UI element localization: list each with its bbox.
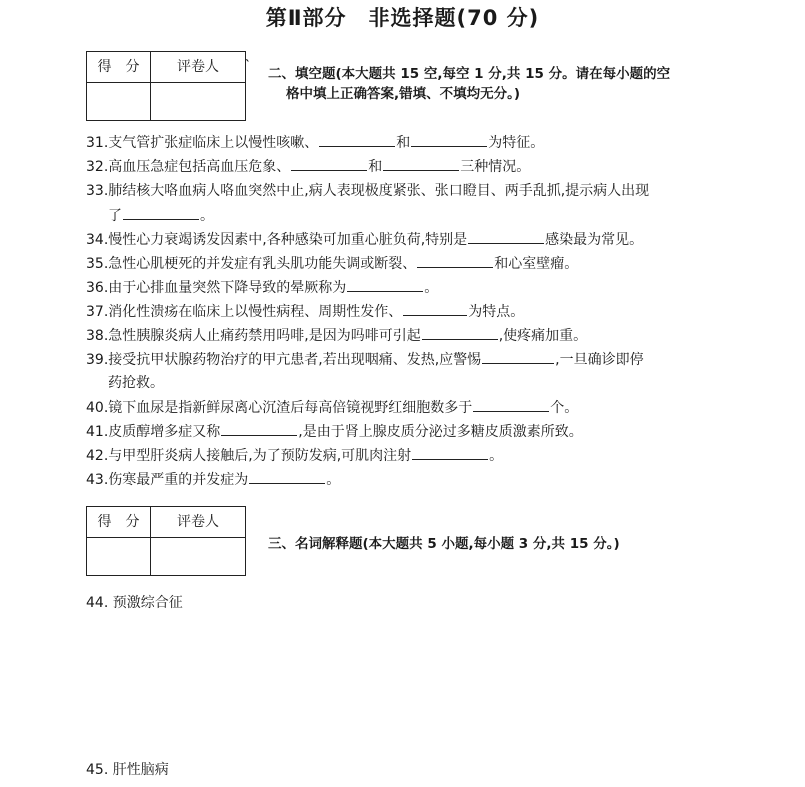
- section2-heading-line1: 二、填空题(本大题共 15 空,每空 1 分,共 15 分。请在每小题的空: [268, 66, 671, 82]
- answer-blank[interactable]: [417, 254, 493, 268]
- answer-blank[interactable]: [473, 398, 549, 412]
- answer-blank[interactable]: [221, 422, 297, 436]
- pen-mark: `: [245, 58, 251, 72]
- grader-cell[interactable]: [151, 538, 245, 575]
- score-cell[interactable]: [87, 538, 151, 575]
- page-title: 第Ⅱ部分 非选择题(70 分): [265, 6, 540, 30]
- question-35: 35.急性心肌梗死的并发症有乳头肌功能失调或断裂、 和心室壁瘤。: [86, 256, 579, 272]
- grader-header: 评卷人: [151, 507, 245, 538]
- answer-blank[interactable]: [468, 230, 544, 244]
- question-37: 37.消化性溃疡在临床上以慢性病程、周期性发作、 为特点。: [86, 304, 525, 320]
- question-45: 45. 肝性脑病: [86, 762, 169, 778]
- question-40: 40.镜下血尿是指新鲜尿离心沉渣后每高倍镜视野红细胞数多于 个。: [86, 400, 579, 416]
- answer-blank[interactable]: [383, 157, 459, 171]
- answer-blank[interactable]: [482, 350, 554, 364]
- answer-blank[interactable]: [123, 206, 199, 220]
- answer-blank[interactable]: [319, 133, 395, 147]
- grader-cell[interactable]: [151, 83, 245, 120]
- question-36: 36.由于心排血量突然下降导致的晕厥称为 。: [86, 280, 439, 296]
- question-33-cont: 了 。: [108, 208, 214, 224]
- grader-header: 评卷人: [151, 52, 245, 83]
- answer-blank[interactable]: [249, 470, 325, 484]
- score-table-section2: [86, 51, 246, 121]
- question-34: 34.慢性心力衰竭诱发因素中,各种感染可加重心脏负荷,特别是 感染最为常见。: [86, 232, 644, 248]
- question-31: 31.支气管扩张症临床上以慢性咳嗽、 和 为特征。: [86, 135, 545, 151]
- section3-heading: 三、名词解释题(本大题共 5 小题,每小题 3 分,共 15 分。): [268, 536, 620, 552]
- question-33: 33.肺结核大咯血病人咯血突然中止,病人表现极度紧张、张口瞪目、两手乱抓,提示病人出现: [86, 183, 650, 199]
- section2-heading-line2: 格中填上正确答案,错填、不填均无分。): [286, 86, 521, 102]
- answer-blank[interactable]: [422, 326, 498, 340]
- score-cell[interactable]: [87, 83, 151, 120]
- score-table-section3: [86, 506, 246, 576]
- question-42: 42.与甲型肝炎病人接触后,为了预防发病,可肌肉注射 。: [86, 448, 504, 464]
- question-38: 38.急性胰腺炎病人止痛药禁用吗啡,是因为吗啡可引起 ,使疼痛加重。: [86, 328, 588, 344]
- answer-blank[interactable]: [291, 157, 367, 171]
- question-44: 44. 预激综合征: [86, 595, 183, 611]
- question-39: 39.接受抗甲状腺药物治疗的甲亢患者,若出现咽痛、发热,应警惕 ,一旦确诊即停: [86, 352, 644, 368]
- answer-blank[interactable]: [347, 278, 423, 292]
- question-41: 41.皮质醇增多症又称 ,是由于肾上腺皮质分泌过多糖皮质激素所致。: [86, 424, 583, 440]
- score-header: 得 分: [87, 52, 151, 83]
- question-39-cont: 药抢救。: [108, 375, 164, 391]
- answer-blank[interactable]: [412, 446, 488, 460]
- answer-blank[interactable]: [411, 133, 487, 147]
- section2-heading: [268, 64, 670, 104]
- score-header: 得 分: [87, 507, 151, 538]
- question-32: 32.高血压急症包括高血压危象、 和 三种情况。: [86, 159, 531, 175]
- answer-blank[interactable]: [403, 302, 467, 316]
- question-43: 43.伤寒最严重的并发症为 。: [86, 472, 341, 488]
